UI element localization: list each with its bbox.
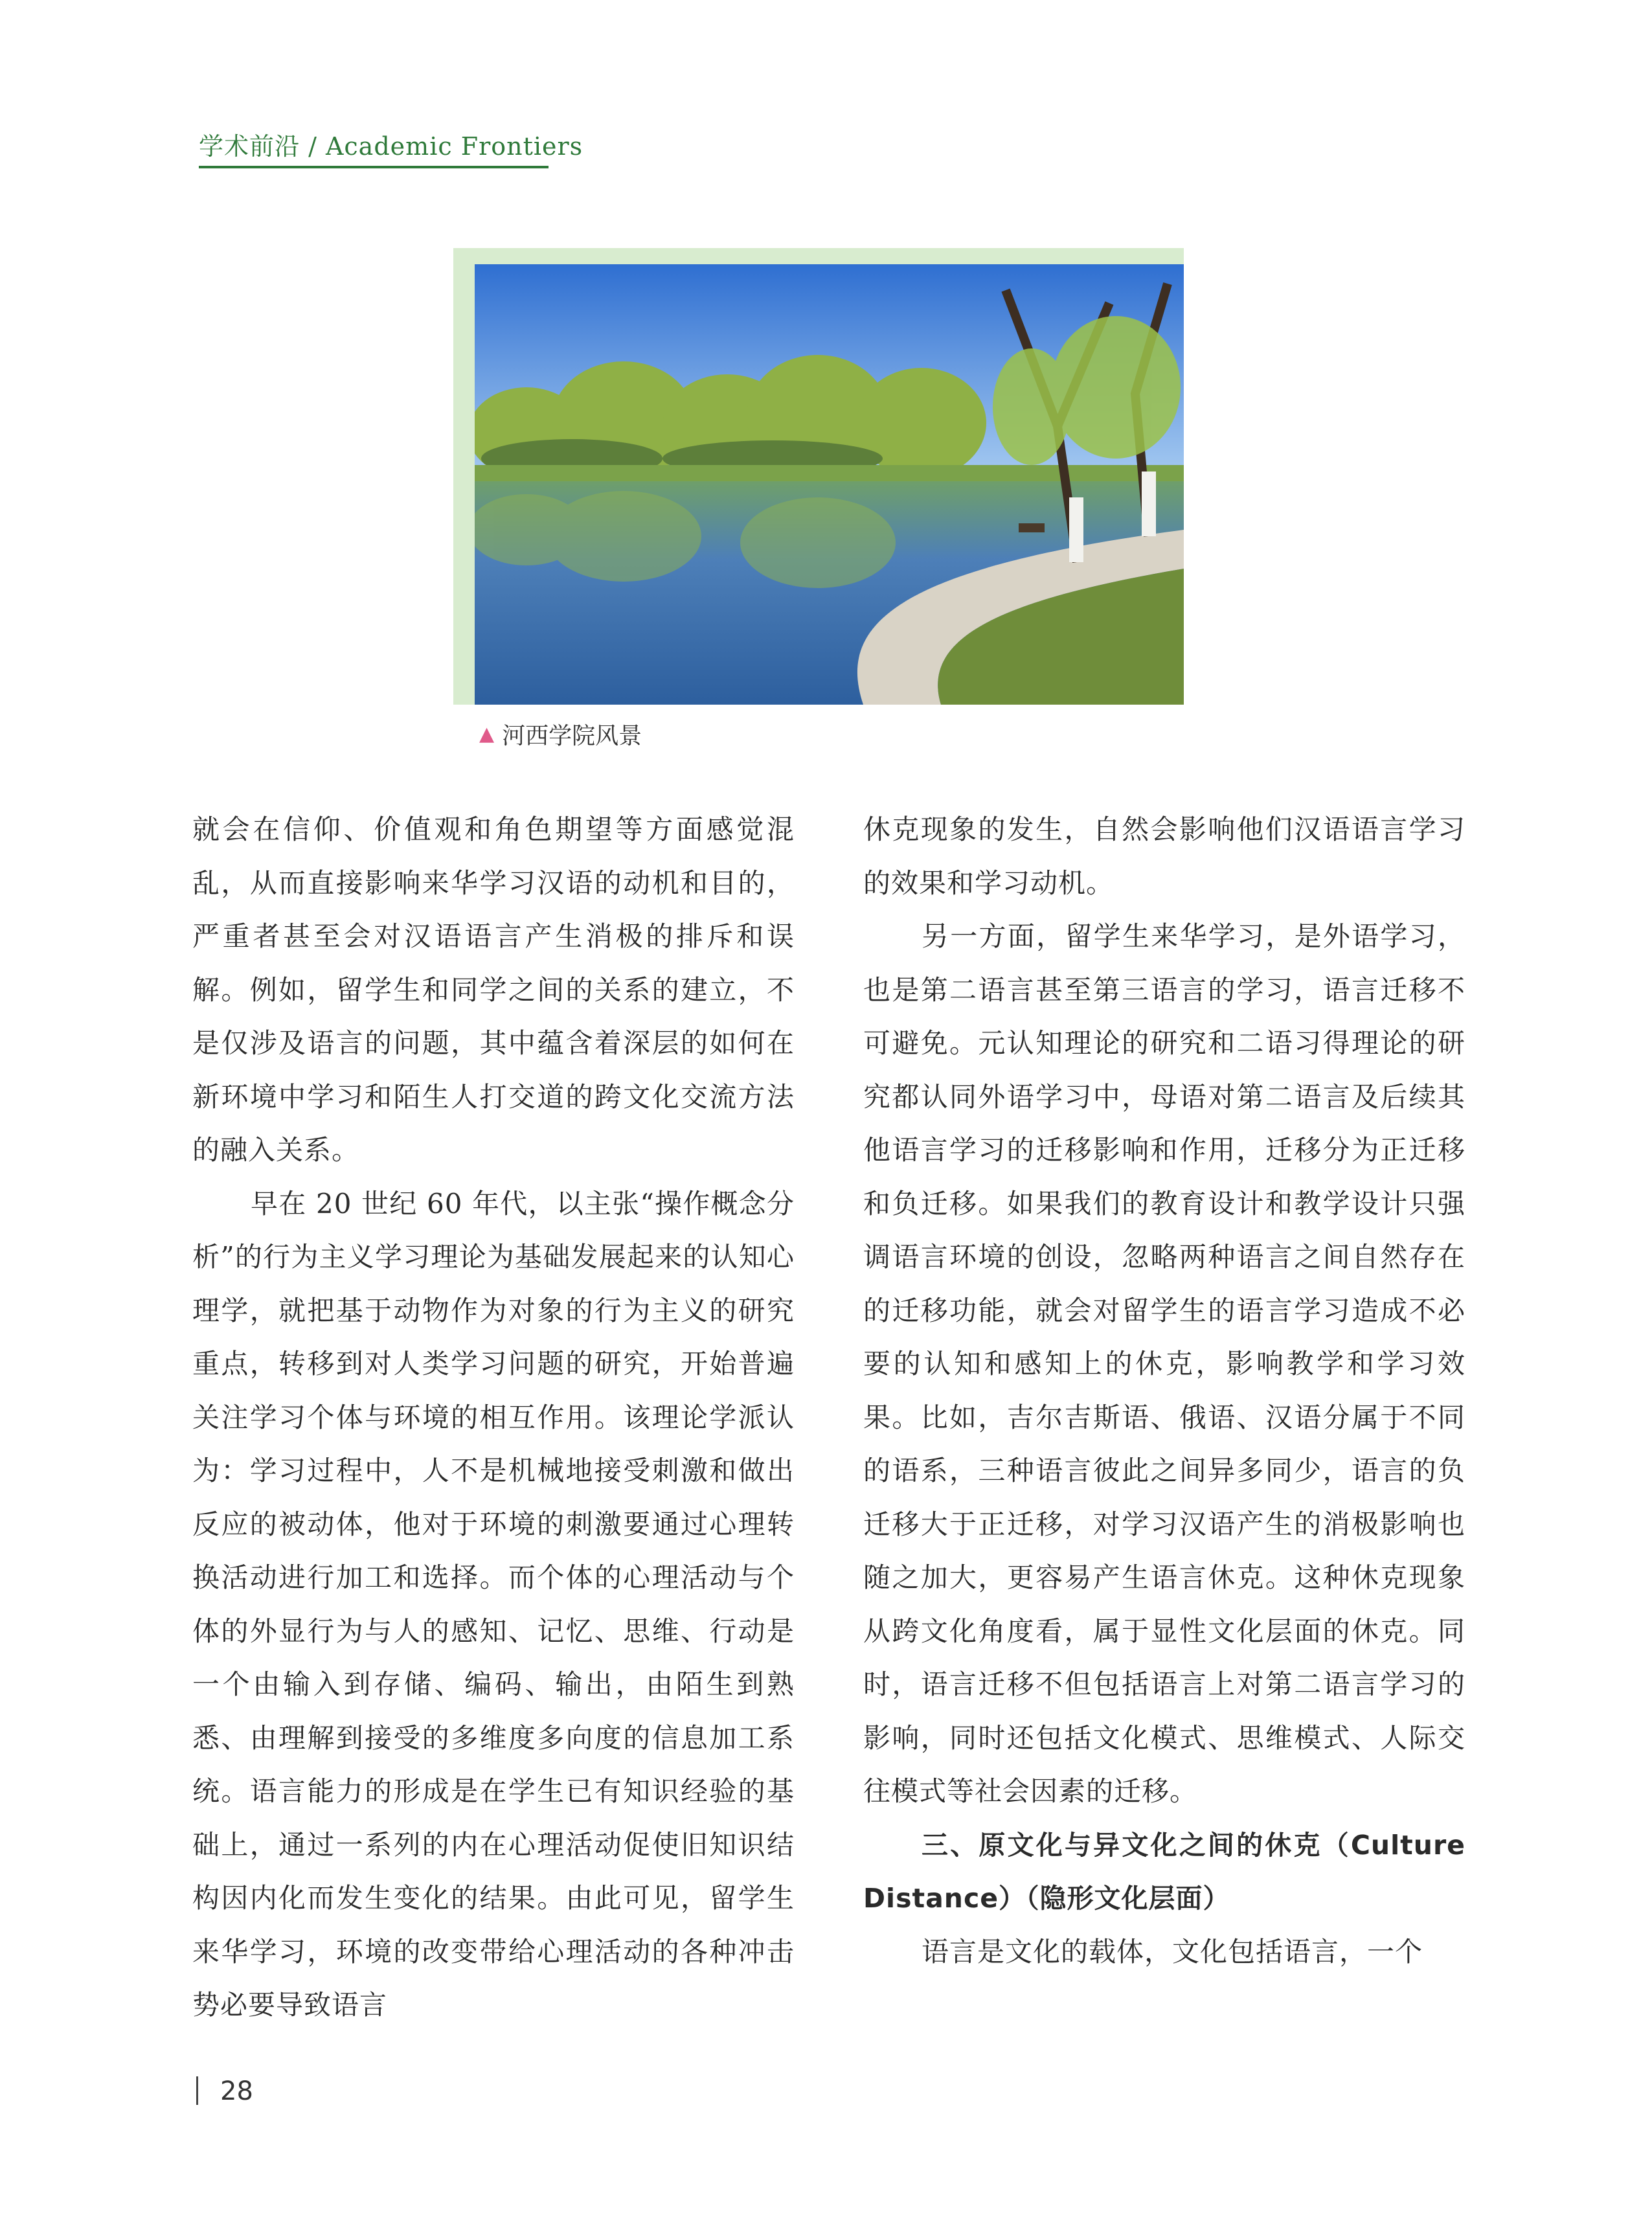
page-number: 28 (220, 2076, 253, 2106)
paragraph: 就会在信仰、价值观和角色期望等方面感觉混乱，从而直接影响来华学习汉语的动机和目的，严重者甚至会对汉语语言产生消极的排斥和误解。例如，留学生和同学之间的关系的建立，不是仅涉及语言的问题，其中蕴含着深层的如何在新环境中学习和陌生人打交道的跨文化交流方法的融入关系。 (192, 813, 795, 1166)
section-heading: 三、原文化与异文化之间的休克（Culture Distance）（隐形文化层面） (863, 1829, 1465, 1914)
caption-marker-icon: ▲ (479, 723, 495, 745)
paragraph: 语言是文化的载体，文化包括语言，一个 (922, 1935, 1423, 1968)
right-column (863, 803, 1465, 1979)
left-column (192, 803, 795, 2032)
caption-text: 河西学院风景 (502, 723, 642, 749)
running-header: 学术前沿 / Academic Frontiers (199, 132, 583, 161)
paragraph: 另一方面，留学生来华学习，是外语学习，也是第二语言甚至第三语言的学习，语言迁移不可避免。元认知理论的研究和二语习得理论的研究都认同外语学习中，母语对第二语言及后续其他语言学习的迁移影响和作用，迁移分为正迁移和负迁移。如果我们的教育设计和教学设计只强调语言环境的创设，忽略两种语言之间自然存在的迁移功能，就会对留学生的语言学习造成不必要的认知和感知上的休克，影响教学和学习效果。比如，吉尔吉斯语、俄语、汉语分属于不同的语系，三种语言彼此之间异多同少，语言的负迁移大于正迁移，对学习汉语产生的消极影响也随之加大，更容易产生语言休克。这种休克现象从跨文化角度看，属于显性文化层面的休克。同时，语言迁移不但包括语言上对第二语言学习的影响，同时还包括文化模式、思维模式、人际交往模式等社会因素的迁移。 (863, 920, 1465, 1807)
figure-caption (479, 718, 642, 751)
header-rule (199, 166, 549, 168)
footer-divider (196, 2076, 198, 2105)
campus-photo (475, 264, 1184, 705)
lake-scene-illustration (475, 264, 1184, 705)
paragraph: 休克现象的发生，自然会影响他们汉语语言学习的效果和学习动机。 (863, 813, 1465, 899)
paragraph: 早在 20 世纪 60 年代，以主张“操作概念分析”的行为主义学习理论为基础发展起来的认知心理学，就把基于动物作为对象的行为主义的研究重点，转移到对人类学习问题的研究，开始普遍关注学习个体与环境的相互作用。该理论学派认为：学习过程中，人不是机械地接受刺激和做出反应的被动体，他对于环境的刺激要通过心理转换活动进行加工和选择。而个体的心理活动与个体的外显行为与人的感知、记忆、思维、行动是一个由输入到存储、编码、输出，由陌生到熟悉、由理解到接受的多维度多向度的信息加工系统。语言能力的形成是在学生已有知识经验的基础上，通过一系列的内在心理活动促使旧知识结构因内化而发生变化的结果。由此可见，留学生来华学习，环境的改变带给心理活动的各种冲击势必要导致语言 (192, 1187, 795, 2021)
